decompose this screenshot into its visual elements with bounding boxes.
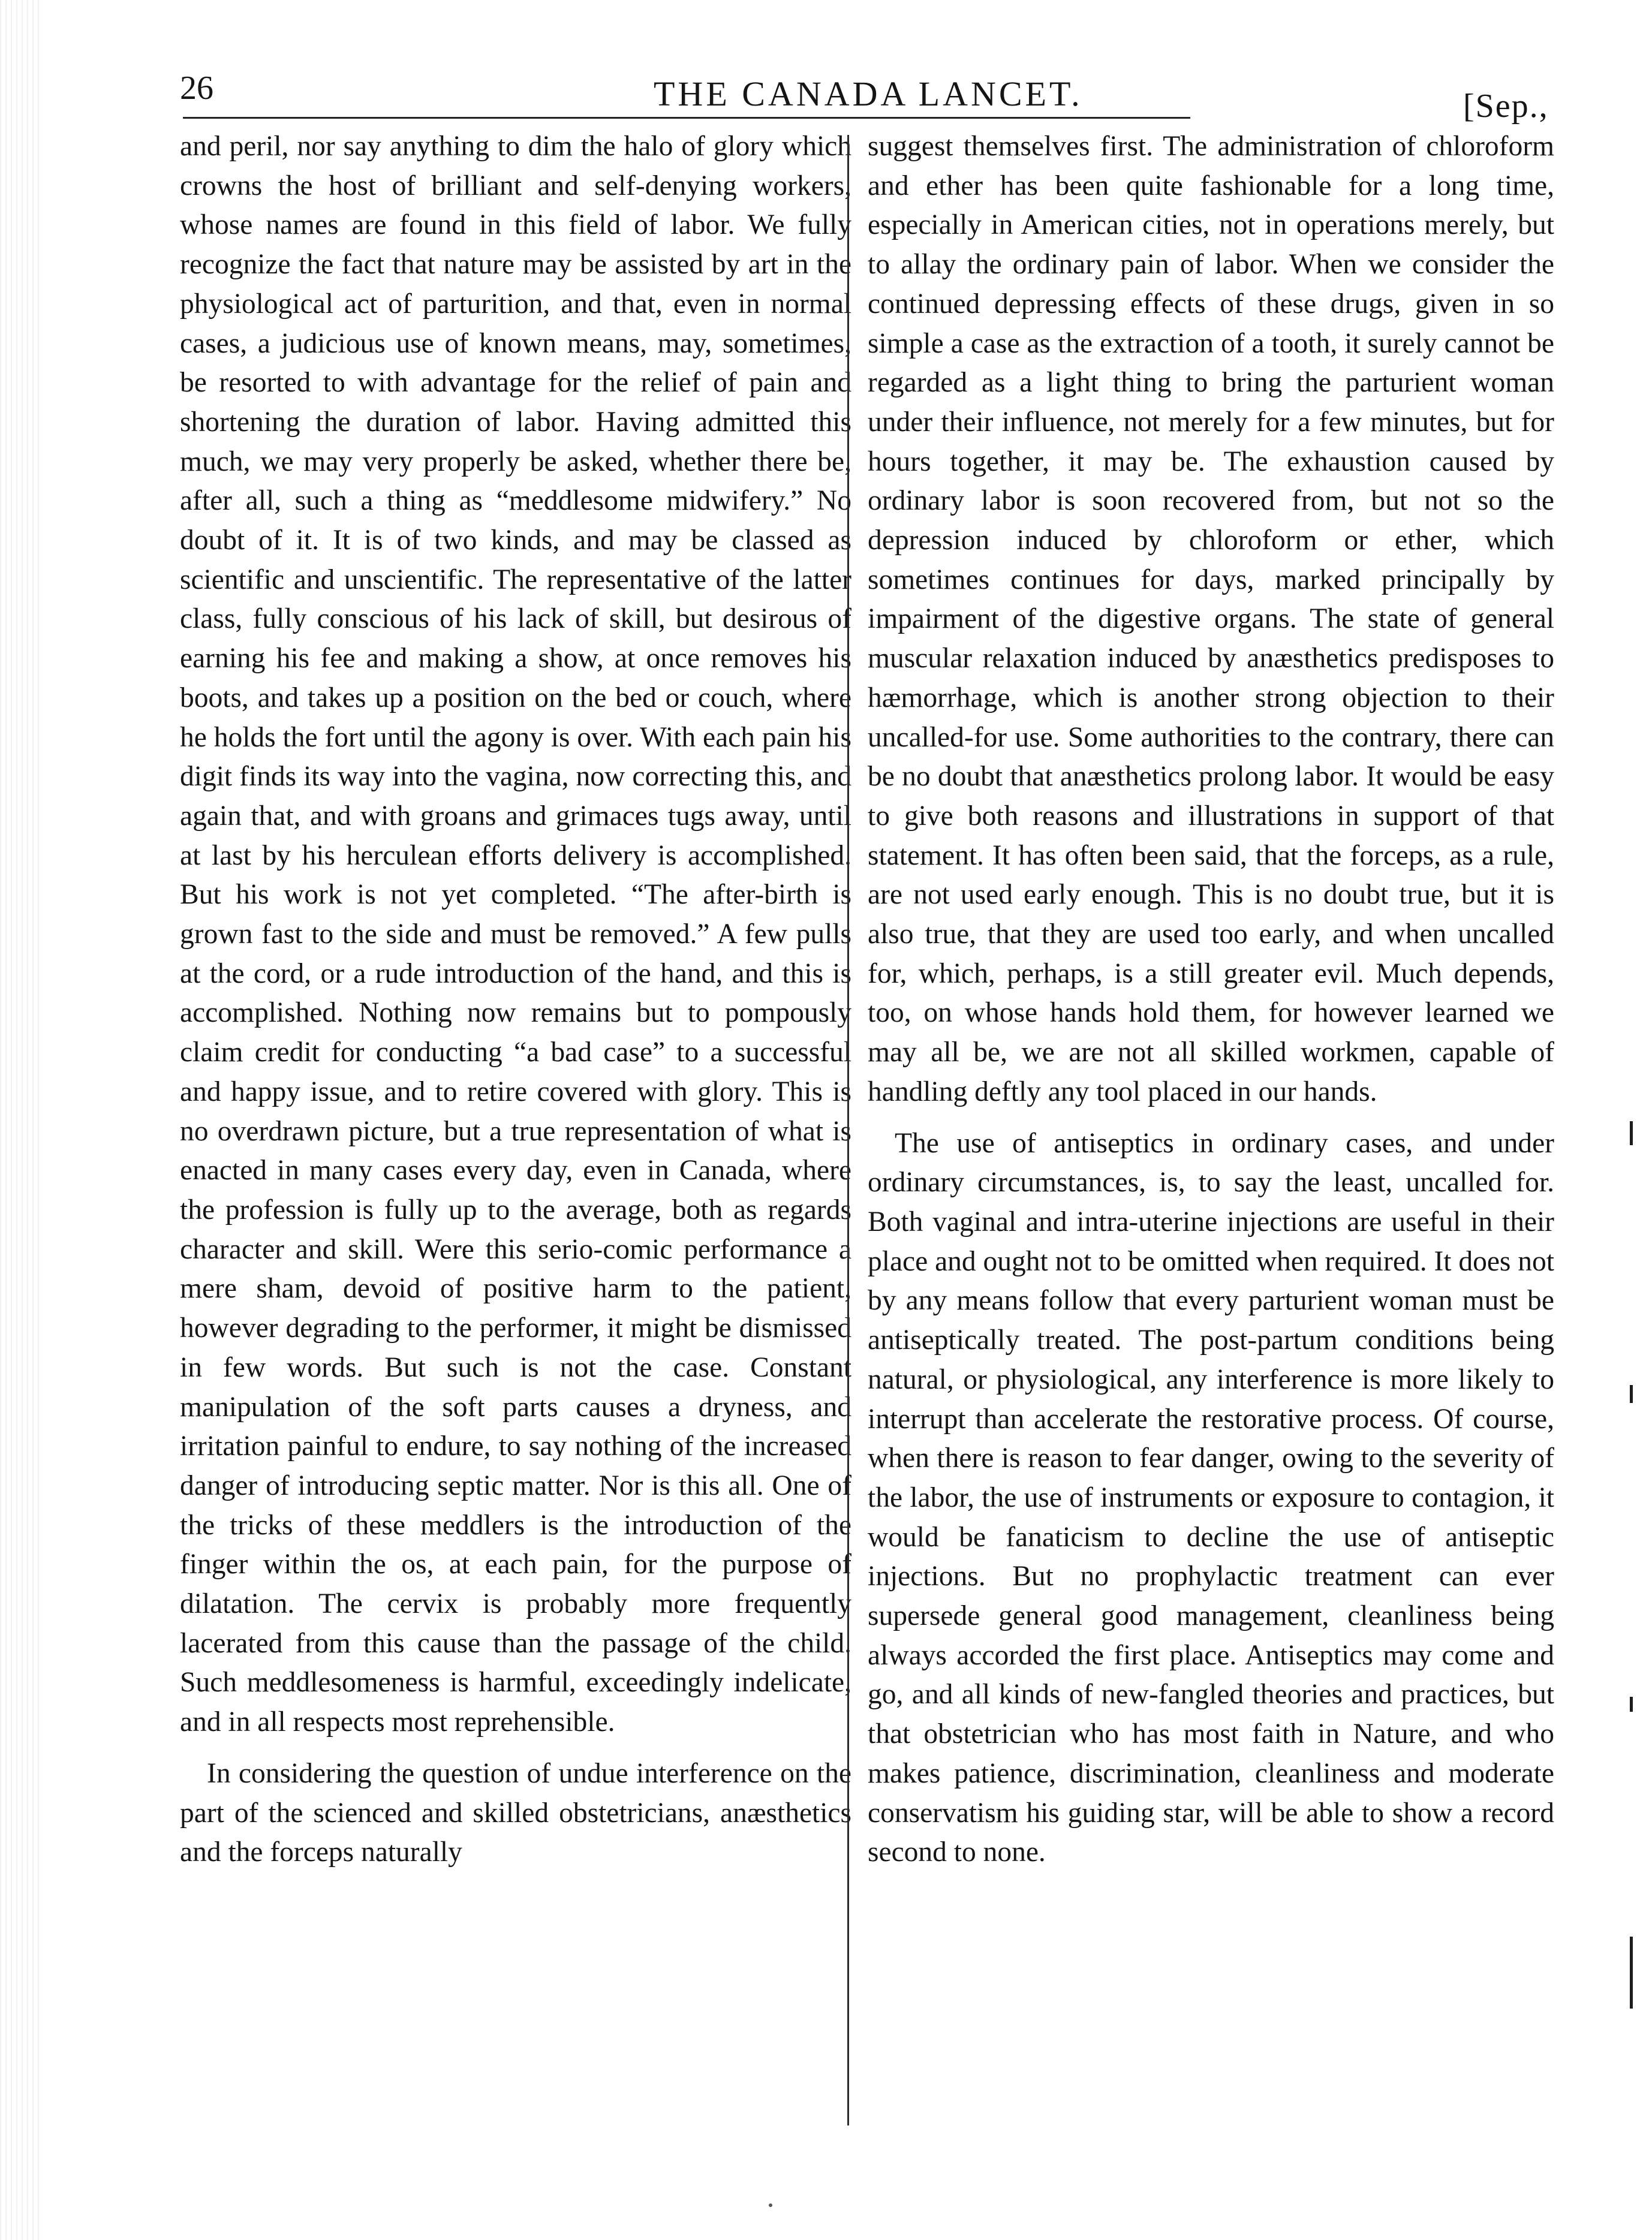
- column-divider: [847, 135, 849, 2125]
- journal-title: THE CANADA LANCET.: [654, 74, 1083, 113]
- left-text-column: [180, 127, 851, 1872]
- left-paragraph-1: and peril, nor say anything to dim the halo of glory which crowns the host of brilliant and self-denying workers, whose names are found in this field of labor. We fully recognize the fact that nature may be assisted by art in the physiological act of parturition, and that, even in normal cases, a judicious use of known means, may, sometimes, be resorted to with advantage for the relief of pain and shortening the duration of labor. Having admitted this much, we may very properly be asked, whether there be, after all, such a thing as “meddlesome midwifery.” No doubt of it. It is of two kinds, and may be classed as scientific and unscientific. The representative of the latter class, fully conscious of his lack of skill, but desirous of earning his fee and making a show, at once removes his boots, and takes up a position on the bed or couch, where he holds the fort until the agony is over. With each pain his digit finds its way into the vagina, now correcting this, and again that, and with groans and grimaces tugs away, until at last by his herculean efforts delivery is accomplished. But his work is not yet completed. “The after-birth is grown fast to the side and must be removed.” A few pulls at the cord, or a rude introduction of the hand, and this is accomplished. Nothing now remains but to pompously claim credit for conducting “a bad case” to a successful and happy issue, and to retire covered with glory. This is no overdrawn picture, but a true representation of what is enacted in many cases every day, even in Canada, where the profession is fully up to the average, both as regards character and skill. Were this serio-comic performance a mere sham, devoid of positive harm to the patient, however degrading to the performer, it might be dismissed in few words. But such is not the case. Constant manipulation of the soft parts causes a dryness, and irritation painful to endure, to say nothing of the increased danger of introducing septic matter. Nor is this all. One of the tricks of these meddlers is the introduction of the finger within the os, at each pain, for the purpose of dilatation. The cervix is probably more frequently lacerated from this cause than the passage of the child. Such meddlesomeness is harmful, exceedingly indelicate, and in all respects most reprehensible.: [180, 131, 851, 1738]
- header-rule: [183, 117, 1190, 119]
- print-speck: [769, 2203, 772, 2207]
- right-paragraph-1: suggest themselves first. The administration of chloroform and ether has been quite fashionable for a long time, especially in American cities, not in operations merely, but to allay the ordinary pain of labor. When we consider the continued depressing effects of these drugs, given in so simple a case as the extraction of a tooth, it surely cannot be regarded as a light thing to bring the parturient woman under their influence, not merely for a few minutes, but for hours together, it may be. The exhaustion caused by ordinary labor is soon recovered from, but not so the depression induced by chloroform or ether, which sometimes continues for days, marked principally by impairment of the digestive organs. The state of general muscular relaxation induced by anæsthetics predisposes to hæmorrhage, which is another strong objection to their uncalled-for use. Some authorities to the contrary, there can be no doubt that anæsthetics prolong labor. It would be easy to give both reasons and illustrations in support of that statement. It has often been said, that the forceps, as a rule, are not used early enough. This is no doubt true, but it is also true, that they are used too early, and when uncalled for, which, perhaps, is a still greater evil. Much depends, too, on whose hands hold them, for however learned we may all be, we are not all skilled workmen, capable of handling deftly any tool placed in our hands.: [868, 131, 1554, 1107]
- running-header: [180, 67, 1571, 125]
- page-binding-edge-left: [0, 0, 42, 2240]
- right-text-column: [868, 127, 1554, 1872]
- right-paragraph-2: The use of antiseptics in ordinary cases, and under ordinary circumstances, is, to say the least, uncalled for. Both vaginal and intra-uterine injections are useful in their place and ought not to be omitted when required. It does not by any means follow that every parturient woman must be antiseptically treated. The post-partum conditions being natural, or physiological, any interference is more likely to interrupt than accelerate the restorative process. Of course, when there is reason to fear danger, owing to the severity of the labor, the use of instruments or exposure to contagion, it would be fanaticism to decline the use of antiseptic injections. But no prophylactic treatment can ever supersede general good management, cleanliness being always accorded the first place. Antiseptics may come and go, and all kinds of new-fangled theories and practices, but that obstetrician who has most faith in Nature, and who makes patience, discrimination, cleanliness and moderate conservatism his guiding star, will be able to show a record second to none.: [868, 1127, 1554, 1868]
- page-binding-edge-right: [1619, 1049, 1652, 2188]
- page-number: 26: [180, 70, 213, 107]
- issue-month-label: [Sep.,: [1463, 88, 1549, 125]
- left-paragraph-2: In considering the question of undue interference on the part of the scienced and skilled obstetricians, anæsthetics and the forceps naturally: [180, 1757, 851, 1868]
